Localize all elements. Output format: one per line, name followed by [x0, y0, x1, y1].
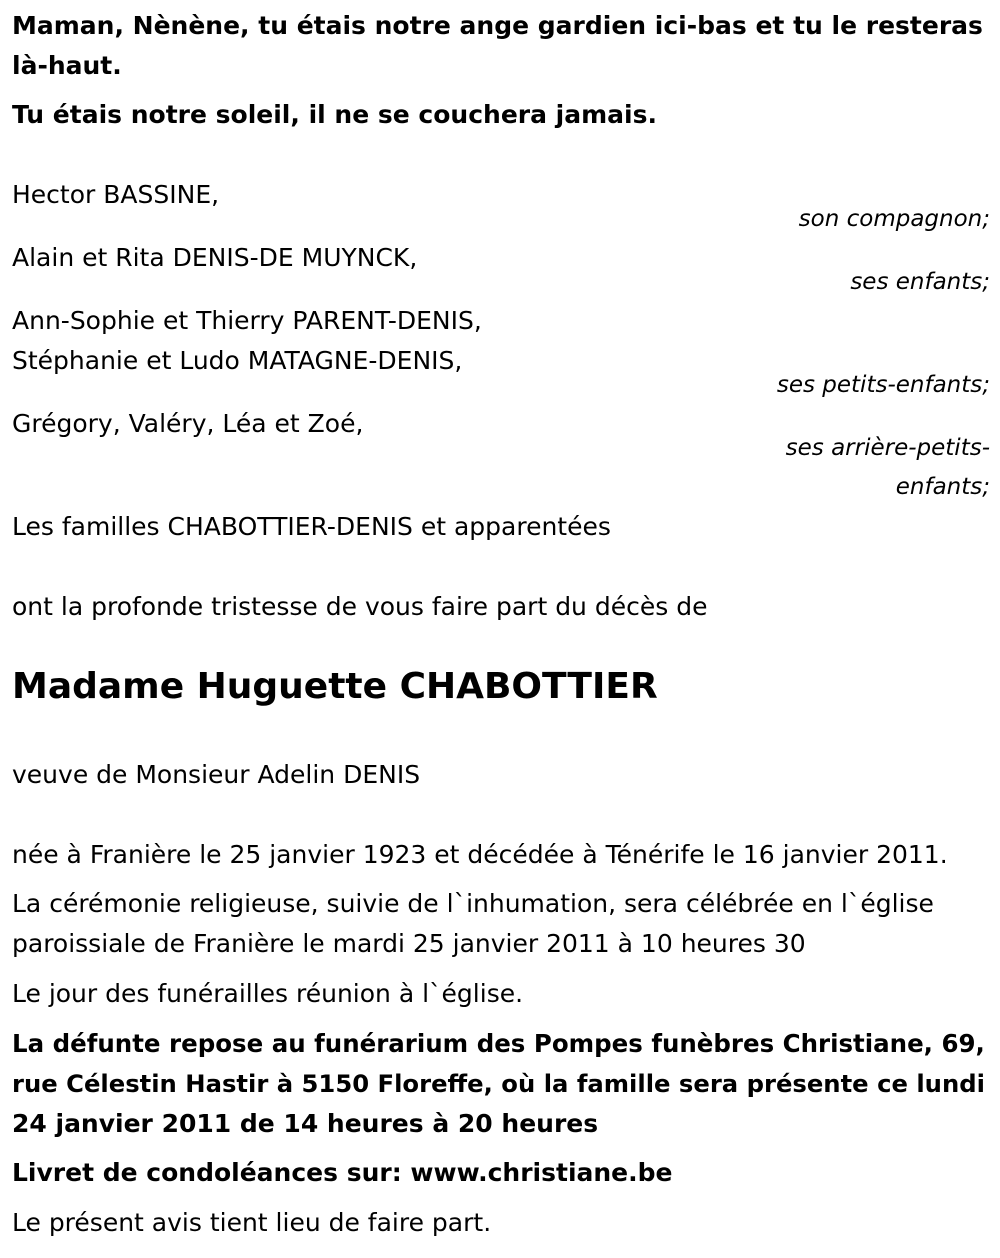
grandchildren-line-1: Ann-Sophie et Thierry PARENT-DENIS, [12, 306, 482, 335]
companion-role: son compagnon; [798, 206, 990, 232]
families-line: Les familles CHABOTTIER-DENIS et apparentées [12, 512, 611, 541]
grandchildren-role: ses petits-enfants; [776, 372, 990, 398]
funerarium-line-1: La défunte repose au funérarium des Pompes funèbres Christiane, 69, [12, 1029, 985, 1058]
ceremony-line-1: La cérémonie religieuse, suivie de l`inhumation, sera célébrée en l`église [12, 889, 934, 918]
ceremony-meeting: Le jour des funérailles réunion à l`église. [12, 979, 524, 1008]
condolences-line: Livret de condoléances sur: www.christiane.be [12, 1158, 673, 1187]
intro-line-2: là-haut. [12, 51, 122, 80]
children-names: Alain et Rita DENIS-DE MUYNCK, [12, 243, 418, 272]
obituary-notice [12, 0, 990, 1258]
great-grandchildren-role-1: ses arrière-petits- [785, 435, 990, 461]
deceased-name: Madame Huguette CHABOTTIER [12, 666, 658, 707]
children-role: ses enfants; [850, 269, 990, 295]
notice-line: Le présent avis tient lieu de faire part. [12, 1208, 492, 1237]
great-grandchildren-names: Grégory, Valéry, Léa et Zoé, [12, 409, 364, 438]
intro-line-1: Maman, Nènène, tu étais notre ange gardien ici-bas et tu le resteras [12, 11, 983, 40]
funerarium-line-3: 24 janvier 2011 de 14 heures à 20 heures [12, 1109, 599, 1138]
birth-death-line: née à Franière le 25 janvier 1923 et décédée à Ténérife le 16 janvier 2011. [12, 840, 948, 869]
funerarium-line-2: rue Célestin Hastir à 5150 Floreffe, où la famille sera présente ce lundi [12, 1069, 985, 1098]
announcement-text: ont la profonde tristesse de vous faire part du décès de [12, 592, 708, 621]
companion-name: Hector BASSINE, [12, 180, 220, 209]
intro-line-3: Tu étais notre soleil, il ne se couchera jamais. [12, 100, 657, 129]
ceremony-line-2: paroissiale de Franière le mardi 25 janvier 2011 à 10 heures 30 [12, 929, 806, 958]
widow-of: veuve de Monsieur Adelin DENIS [12, 760, 421, 789]
grandchildren-line-2: Stéphanie et Ludo MATAGNE-DENIS, [12, 346, 463, 375]
great-grandchildren-role-2: enfants; [895, 474, 990, 500]
